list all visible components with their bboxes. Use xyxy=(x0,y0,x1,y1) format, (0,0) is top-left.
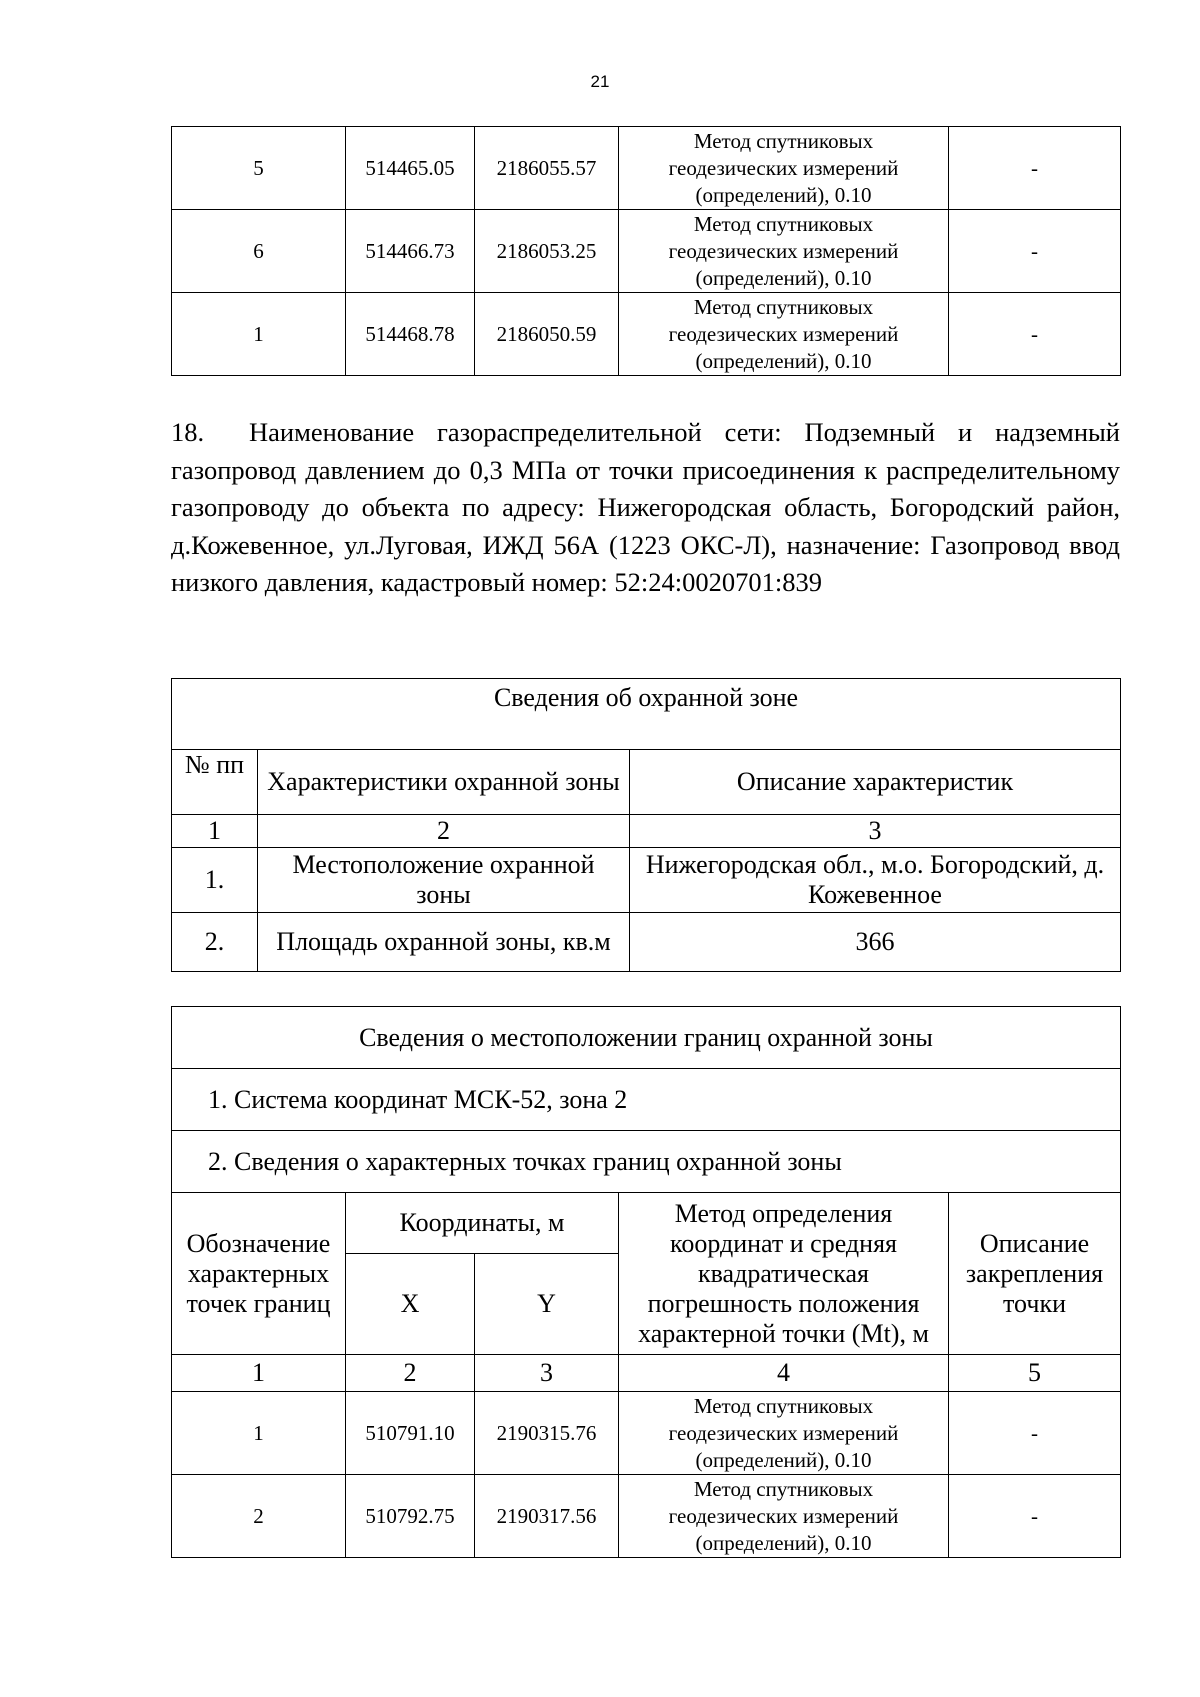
column-number-row xyxy=(172,1355,1121,1392)
col-number: 1 xyxy=(172,815,258,848)
row-number: 1. xyxy=(172,848,258,913)
coordinate-system: 1. Система координат МСК-52, зона 2 xyxy=(172,1069,1121,1131)
method-cell: Метод спутниковых геодезических измерений (определений), 0.10 xyxy=(619,127,949,210)
network-description-paragraph xyxy=(171,414,1120,602)
x-cell: 510791.10 xyxy=(346,1392,475,1475)
table-header-row xyxy=(172,1193,1121,1254)
col-number: 1 xyxy=(172,1355,346,1392)
y-cell: 2190317.56 xyxy=(475,1475,619,1558)
col-number: 4 xyxy=(619,1355,949,1392)
desc-cell: - xyxy=(949,210,1121,293)
y-cell: 2186053.25 xyxy=(475,210,619,293)
y-cell: 2186050.59 xyxy=(475,293,619,376)
table-row xyxy=(172,1475,1121,1558)
point-cell: 5 xyxy=(172,127,346,210)
points-section-title: 2. Сведения о характерных точках границ охранной зоны xyxy=(172,1131,1121,1193)
table-title: Сведения об охранной зоне xyxy=(172,679,1121,750)
x-cell: 510792.75 xyxy=(346,1475,475,1558)
characteristic-cell: Площадь охранной зоны, кв.м xyxy=(258,913,630,972)
col-number: 2 xyxy=(346,1355,475,1392)
col-number: 3 xyxy=(475,1355,619,1392)
header-coordinates: Координаты, м xyxy=(346,1193,619,1254)
header-method: Метод определения координат и средняя квадратическая погрешность положения характерной точки (Mt), м xyxy=(619,1193,949,1355)
header-designation: Обозначение характерных точек границ xyxy=(172,1193,346,1355)
header-characteristic: Характеристики охранной зоны xyxy=(258,750,630,815)
x-cell: 514466.73 xyxy=(346,210,475,293)
point-cell: 1 xyxy=(172,1392,346,1475)
boundary-coordinates-table xyxy=(171,1006,1121,1558)
x-cell: 514465.05 xyxy=(346,127,475,210)
table-row xyxy=(172,848,1121,913)
y-cell: 2190315.76 xyxy=(475,1392,619,1475)
header-number: № пп xyxy=(172,750,258,815)
header-desc: Описание закрепления точки xyxy=(949,1193,1121,1355)
row-number: 2. xyxy=(172,913,258,972)
point-cell: 6 xyxy=(172,210,346,293)
paragraph-text: Наименование газораспределительной сети: Подземный и надземный газопровод давлением до 0,3 МПа от точки присоединения к распределительному газопроводу до объекта по адресу: Нижегородская область, Богородский район, д.Кожевенное, ул.Луговая, ИЖД 56А (1223 ОКС-Л), назначение: Газопровод ввод низкого давления, кадастровый номер: 52:24:0020701:839 xyxy=(171,417,1120,597)
y-cell: 2186055.57 xyxy=(475,127,619,210)
table-header-row xyxy=(172,750,1121,815)
col-number: 5 xyxy=(949,1355,1121,1392)
description-cell: 366 xyxy=(630,913,1121,972)
method-cell: Метод спутниковых геодезических измерений (определений), 0.10 xyxy=(619,1475,949,1558)
table-title: Сведения о местоположении границ охранной зоны xyxy=(172,1007,1121,1069)
characteristic-cell: Местоположение охранной зоны xyxy=(258,848,630,913)
x-cell: 514468.78 xyxy=(346,293,475,376)
table-row xyxy=(172,293,1121,376)
description-cell: Нижегородская обл., м.о. Богородский, д. Кожевенное xyxy=(630,848,1121,913)
desc-cell: - xyxy=(949,293,1121,376)
desc-cell: - xyxy=(949,1392,1121,1475)
table-row xyxy=(172,210,1121,293)
col-number: 2 xyxy=(258,815,630,848)
desc-cell: - xyxy=(949,1475,1121,1558)
table-row xyxy=(172,913,1121,972)
header-y: Y xyxy=(475,1254,619,1355)
method-cell: Метод спутниковых геодезических измерений (определений), 0.10 xyxy=(619,1392,949,1475)
point-cell: 1 xyxy=(172,293,346,376)
table-row xyxy=(172,127,1121,210)
method-cell: Метод спутниковых геодезических измерений (определений), 0.10 xyxy=(619,210,949,293)
protection-zone-info-table xyxy=(171,678,1121,972)
col-number: 3 xyxy=(630,815,1121,848)
coordinates-table-continued xyxy=(171,126,1121,376)
column-number-row xyxy=(172,815,1121,848)
header-description: Описание характеристик xyxy=(630,750,1121,815)
desc-cell: - xyxy=(949,127,1121,210)
table-row xyxy=(172,1392,1121,1475)
point-cell: 2 xyxy=(172,1475,346,1558)
method-cell: Метод спутниковых геодезических измерений (определений), 0.10 xyxy=(619,293,949,376)
header-x: X xyxy=(346,1254,475,1355)
paragraph-number: 18. xyxy=(171,417,205,447)
page-number: 21 xyxy=(590,72,610,91)
